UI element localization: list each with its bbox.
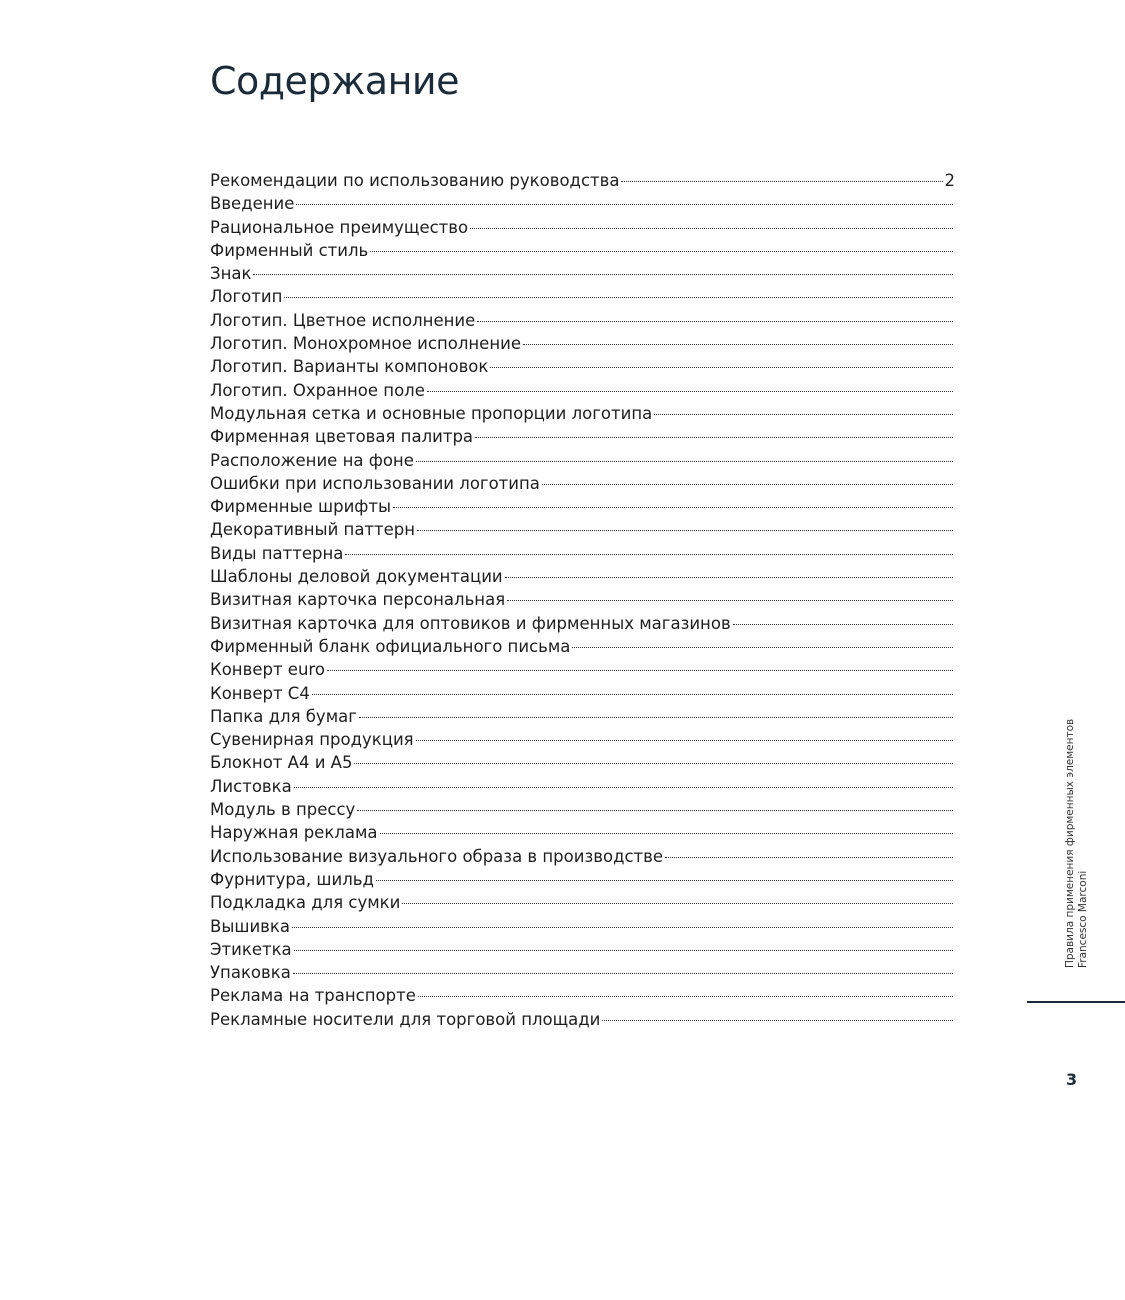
toc-dot-leader <box>490 367 953 368</box>
toc-entry-label: Рекомендации по использованию руководства <box>210 171 620 190</box>
toc-entry[interactable] <box>210 379 955 402</box>
toc-entry[interactable] <box>210 355 955 378</box>
toc-entry-label: Расположение на фоне <box>210 450 414 470</box>
toc-entry[interactable] <box>210 192 955 215</box>
toc-dot-leader <box>416 740 953 741</box>
toc-entry[interactable] <box>210 961 955 984</box>
toc-entry-label: Конверт С4 <box>210 683 310 703</box>
toc-dot-leader <box>345 554 953 555</box>
toc-entry[interactable] <box>210 309 955 332</box>
toc-dot-leader <box>665 857 953 858</box>
toc-dot-leader <box>357 810 953 811</box>
toc-entry-label: Упаковка <box>210 963 291 983</box>
toc-entry[interactable] <box>210 402 955 425</box>
toc-dot-leader <box>427 391 953 392</box>
toc-entry[interactable] <box>210 565 955 588</box>
toc-dot-leader <box>654 414 953 415</box>
toc-entry[interactable] <box>210 425 955 448</box>
toc-entry-label: Рациональное преимущество <box>210 217 469 237</box>
toc-dot-leader <box>354 763 953 764</box>
toc-entry-label: Наружная реклама <box>210 823 378 843</box>
toc-entry-label: Ошибки при использовании логотипа <box>210 473 540 493</box>
toc-entry[interactable] <box>210 239 955 262</box>
toc-entry-label: Виды паттерна <box>210 543 344 563</box>
toc-entry-label: Шаблоны деловой документации <box>210 567 503 587</box>
toc-entry[interactable] <box>210 216 955 239</box>
toc-dot-leader <box>602 1020 953 1021</box>
toc-dot-leader <box>294 950 953 951</box>
toc-entry-label: Сувенирная продукция <box>210 730 414 750</box>
toc-dot-leader <box>312 694 953 695</box>
toc-dot-leader <box>293 973 953 974</box>
toc-dot-leader <box>284 297 953 298</box>
toc-entry-label: Логотип. Цветное исполнение <box>210 310 476 330</box>
toc-entry-label: Логотип. Охранное поле <box>210 380 425 400</box>
toc-dot-leader <box>417 530 953 531</box>
toc-entry-label: Логотип. Варианты компоновок <box>210 357 489 377</box>
toc-entry-label: Модульная сетка и основные пропорции логотипа <box>210 403 653 423</box>
toc-entry[interactable] <box>210 845 955 868</box>
toc-entry[interactable] <box>210 262 955 285</box>
toc-dot-leader <box>294 787 953 788</box>
toc-dot-leader <box>296 204 953 205</box>
toc-dot-leader <box>621 181 942 182</box>
toc-entry-label: Блокнот А4 и А5 <box>210 753 353 773</box>
toc-entry[interactable] <box>210 635 955 658</box>
toc-entry-label: Конверт euro <box>210 660 325 680</box>
sidebar-divider <box>1027 1001 1125 1003</box>
toc-entry[interactable] <box>210 891 955 914</box>
toc-entry[interactable] <box>210 798 955 821</box>
toc-entry-label: Фирменный бланк официального письма <box>210 636 571 656</box>
toc-dot-leader <box>292 927 953 928</box>
toc-dot-leader <box>376 880 953 881</box>
toc-entry[interactable] <box>210 542 955 565</box>
toc-entry-label: Этикетка <box>210 939 292 959</box>
toc-entry[interactable] <box>210 751 955 774</box>
toc-dot-leader <box>393 507 953 508</box>
toc-entry[interactable] <box>210 169 955 192</box>
toc-entry-label: Вышивка <box>210 916 290 936</box>
toc-entry-label: Логотип. Монохромное исполнение <box>210 334 521 354</box>
toc-entry[interactable] <box>210 518 955 541</box>
toc-entry[interactable] <box>210 728 955 751</box>
toc-entry-label: Реклама на транспорте <box>210 986 416 1006</box>
toc-entry-label: Подкладка для сумки <box>210 893 401 913</box>
toc-entry[interactable] <box>210 588 955 611</box>
toc-entry-label: Логотип <box>210 287 283 307</box>
toc-dot-leader <box>507 600 953 601</box>
toc-dot-leader <box>475 437 953 438</box>
toc-entry-label: Использование визуального образа в производстве <box>210 846 664 866</box>
toc-entry[interactable] <box>210 495 955 518</box>
toc-dot-leader <box>418 996 953 997</box>
toc-entry[interactable] <box>210 705 955 728</box>
toc-entry-label: Листовка <box>210 776 292 796</box>
toc-entry[interactable] <box>210 868 955 891</box>
toc-entry-label: Рекламные носители для торговой площади <box>210 1009 601 1029</box>
toc-entry-label: Знак <box>210 264 252 284</box>
toc-entry-label: Папка для бумаг <box>210 706 357 726</box>
toc-dot-leader <box>542 484 953 485</box>
toc-entry-label: Визитная карточка для оптовиков и фирменных магазинов <box>210 613 731 633</box>
toc-dot-leader <box>370 251 953 252</box>
toc-entry[interactable] <box>210 449 955 472</box>
toc-entry[interactable] <box>210 658 955 681</box>
toc-entry[interactable] <box>210 938 955 961</box>
toc-dot-leader <box>416 461 953 462</box>
sidebar-caption-author: Francesco Marconi <box>1077 870 1089 968</box>
toc-entry[interactable] <box>210 682 955 705</box>
toc-dot-leader <box>380 833 954 834</box>
toc-entry-label: Визитная карточка персональная <box>210 590 506 610</box>
toc-dot-leader <box>572 647 953 648</box>
toc-entry[interactable] <box>210 984 955 1007</box>
page-number: 3 <box>1066 1070 1078 1089</box>
toc-dot-leader <box>505 577 953 578</box>
toc-dot-leader <box>327 670 953 671</box>
toc-entry-label: Фурнитура, шильд <box>210 869 374 889</box>
toc-entry[interactable] <box>210 285 955 308</box>
toc-dot-leader <box>523 344 953 345</box>
toc-entry[interactable] <box>210 332 955 355</box>
toc-entry-label: Введение <box>210 194 295 214</box>
toc-dot-leader <box>253 274 953 275</box>
toc-dot-leader <box>477 321 953 322</box>
table-of-contents <box>210 169 955 1031</box>
sidebar-caption <box>1064 719 1090 968</box>
toc-entry[interactable] <box>210 1008 955 1031</box>
toc-entry[interactable] <box>210 775 955 798</box>
toc-dot-leader <box>470 228 953 229</box>
sidebar-caption-title: Правила применения фирменных элементов <box>1064 718 1076 968</box>
toc-dot-leader <box>402 903 953 904</box>
toc-dot-leader <box>733 624 953 625</box>
toc-entry-label: Фирменный стиль <box>210 240 369 260</box>
toc-entry[interactable] <box>210 821 955 844</box>
toc-entry-label: Фирменные шрифты <box>210 497 392 517</box>
toc-entry[interactable] <box>210 612 955 635</box>
page-title: Содержание <box>210 59 459 103</box>
toc-entry[interactable] <box>210 472 955 495</box>
toc-entry-label: Декоративный паттерн <box>210 520 416 540</box>
toc-entry-label: Фирменная цветовая палитра <box>210 427 474 447</box>
toc-entry[interactable] <box>210 915 955 938</box>
toc-entry-page: 2 <box>944 171 955 190</box>
toc-entry-label: Модуль в прессу <box>210 800 356 820</box>
toc-dot-leader <box>359 717 953 718</box>
